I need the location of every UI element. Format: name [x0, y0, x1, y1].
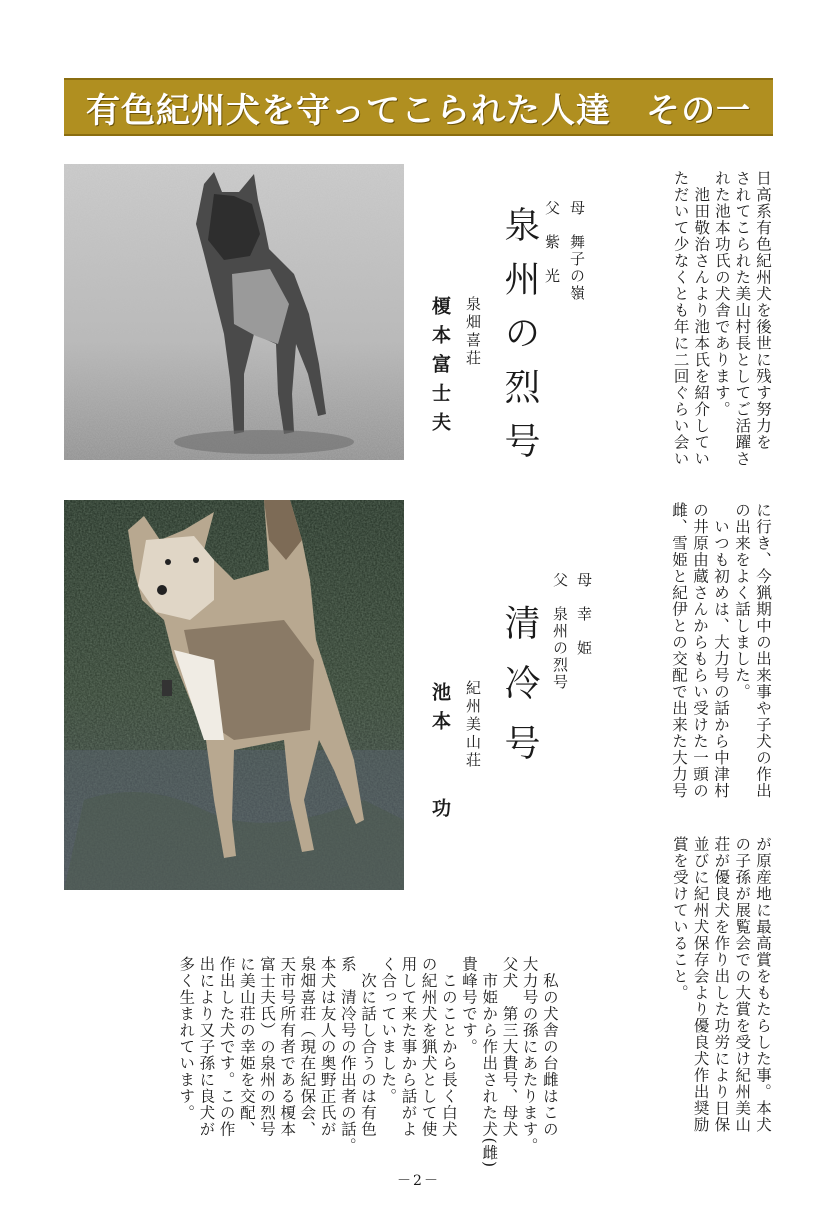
dog2-dam: 母 幸 姫 — [575, 572, 593, 657]
dog2-kennel: 紀州美山荘 — [464, 680, 482, 770]
dog1-photo — [64, 164, 404, 460]
page-title: 有色紀州犬を守ってこられた人達 その一 — [86, 90, 751, 131]
dog1-photo-image — [64, 164, 404, 460]
dog2-photo — [64, 500, 404, 890]
dog1-name: 泉州の烈号 — [499, 206, 540, 476]
dog1-sire: 父 紫 光 — [543, 200, 561, 285]
dog2-photo-image — [64, 500, 404, 890]
dog1-owner: 榎本富士夫 — [429, 296, 451, 441]
dog2-owner: 池本 功 — [429, 682, 451, 827]
dog2-name: 清冷号 — [499, 604, 540, 784]
intro-text: 日高系有色紀州犬を後世に残す努力を されてこられた美山村長としてご活躍さ れた池本功氏の犬舎であります。 池田敬治さんより池本氏を紹介してい ただいて少なくとも年に二回ぐらい会い — [671, 170, 772, 467]
dog1-dam: 母 舞子の嶺 — [568, 200, 586, 302]
dog1-kennel: 泉畑喜荘 — [464, 296, 482, 368]
text-block-2: に行き、今猟期中の出来事や子犬の作出 の出来をよく話しました。 いつも初めは、大力号の話から中津村 の井原由蔵さんからもらい受けた一頭の 雌、雪姫と紀伊との交配で出来た大力号 — [670, 502, 772, 799]
dog2-sire: 父 泉州の烈号 — [551, 572, 569, 691]
page-number: －2－ — [397, 1173, 440, 1189]
text-block-4: 私の犬舎の台雌はこの 大力号の孫にあたります。 父犬 第三大貴号、母犬 市姫から作出された犬(雌) 貴峰号です。 このことから長く白犬 の紀州犬を猟犬として使 用して来た事から話がよ く合っていました。 次に話し合うのは有色 系 清冷号の作出者の話。 本犬は友人の奥野正氏が 泉畑喜荘（現在紀保会、 天市号所有者である榎本 富士夫氏）の泉州の烈号 に美山荘の幸姫を交配、 作出した犬です。この作 出により又子孫に良犬が 多く生まれています。 — [177, 956, 559, 1169]
text-block-3: が原産地に最高賞をもたらした事。本犬 の子孫が展覧会での大賞を受け紀州美山 荘が優良犬を作り出した功労により日保 並びに紀州犬保存会より優良犬作出奨励 賞を受けていること。 — [670, 836, 772, 1133]
title-banner — [64, 78, 773, 136]
